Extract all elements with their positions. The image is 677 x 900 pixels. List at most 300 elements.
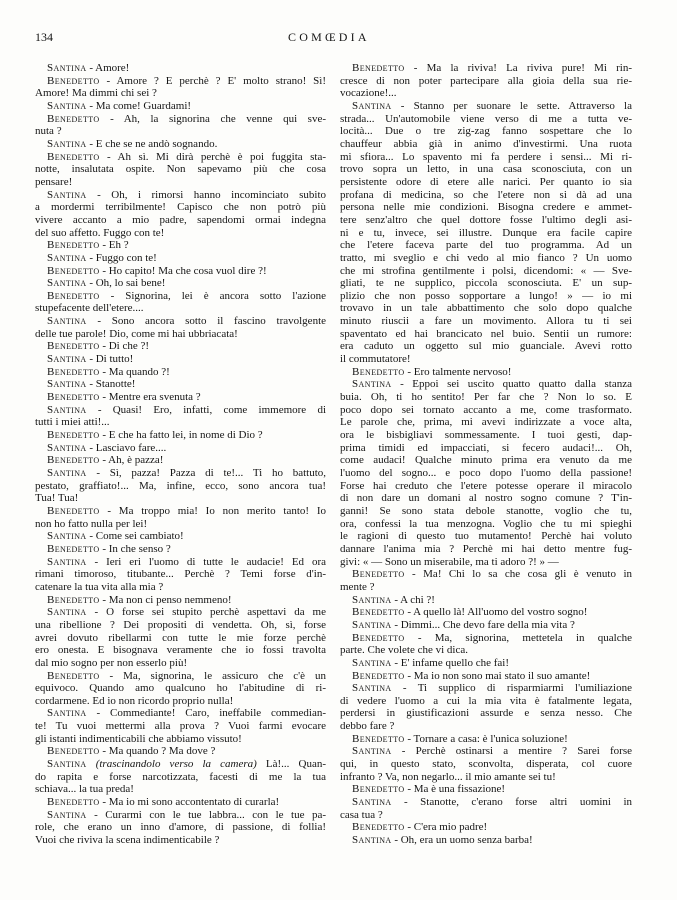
line-text: cresce di non poter partecipare alla gioia della sua rie-: [340, 74, 632, 87]
dialogue-line: [340, 277, 632, 290]
speaker-name: Santina: [352, 656, 392, 669]
line-text: mente ?: [340, 580, 375, 593]
speaker-name: Santina: [47, 99, 87, 112]
line-text: - Eppoi sei uscito quatto quatto dalla stanza: [400, 378, 632, 391]
speaker-name: Benedetto: [47, 593, 100, 606]
dialogue-line: [340, 416, 632, 429]
line-text: - Quasi! Ero, infatti, come immemore di: [97, 403, 326, 416]
line-text: - Ho capito! Ma che cosa vuol dire ?!: [102, 264, 267, 277]
dialogue-line: [340, 530, 632, 543]
line-text: vocazione!...: [340, 87, 397, 100]
dialogue-line: [340, 492, 632, 505]
speaker-name: Santina: [47, 315, 87, 328]
dialogue-line: [35, 632, 326, 645]
line-text: - Tornare a casa: è l'unica soluzione!: [407, 732, 568, 745]
line-text: - E' infame quello che fai!: [394, 656, 510, 669]
line-text: Vuoi che riviva la scena indimenticabile ?: [35, 834, 220, 847]
speaker-name: Benedetto: [47, 669, 100, 682]
dialogue-line: [340, 315, 632, 328]
line-text: - Mentre era svenuta ?: [102, 391, 201, 404]
dialogue-line: [340, 87, 632, 100]
dialogue-line: [340, 75, 632, 88]
line-text: - A chi ?!: [394, 593, 435, 606]
line-text: - Stanotte, c'erano forse altri uomini in: [404, 796, 633, 809]
speaker-name: Santina: [47, 137, 87, 150]
dialogue-line: [340, 543, 632, 556]
dialogue-line: [340, 290, 632, 303]
line-text: ero onesta. E bisognava veramente che io fossi travolta: [35, 644, 326, 657]
speaker-name: Benedetto: [47, 340, 100, 353]
dialogue-line: [35, 265, 326, 278]
dialogue-line: [35, 707, 326, 720]
speaker-name: Benedetto: [47, 391, 100, 404]
dialogue-line: [340, 252, 632, 265]
speaker-name: Santina: [47, 808, 87, 821]
dialogue-line: [35, 315, 326, 328]
speaker-name: Santina: [47, 277, 87, 290]
line-text: strada... Un'automobile viene verso di me a tutta ve-: [340, 112, 632, 125]
line-text: le ragioni di questo tuo mutamento! Perchè hai voluto: [340, 530, 632, 543]
speaker-name: Santina: [47, 353, 87, 366]
speaker-name: Santina: [352, 618, 392, 631]
dialogue-line: [35, 530, 326, 543]
line-text: mi sfiora... Lo spavento mi fa perdere i sensi... Mi ri-: [340, 150, 632, 163]
line-text: pensare!: [35, 175, 73, 188]
dialogue-line: [340, 442, 632, 455]
dialogue-line: [340, 151, 632, 164]
dialogue-line: [340, 758, 632, 771]
speaker-name: Benedetto: [352, 631, 405, 644]
line-text: chauffeur abbia già in animo d'investirmi. Una ruota: [340, 137, 632, 150]
dialogue-line: [340, 138, 632, 151]
dialogue-line: [340, 125, 632, 138]
dialogue-line: [340, 505, 632, 518]
line-text: - Ti supplico di risparmiarmi l'umiliazione: [402, 682, 632, 695]
line-text: trovo sopra un letto, in una casa sconosciuta, con un: [340, 163, 632, 176]
line-text: - Di tutto!: [89, 353, 134, 366]
dialogue-line: [35, 100, 326, 113]
dialogue-line: [340, 632, 632, 645]
speaker-name: Benedetto: [352, 783, 405, 796]
dialogue-line: [35, 277, 326, 290]
speaker-name: Santina: [47, 62, 87, 74]
speaker-name: Benedetto: [352, 669, 405, 682]
line-text: di non dare un domani al nostro sogno comune ? T'in-: [340, 492, 632, 505]
dialogue-line: [340, 707, 632, 720]
line-text: - Ma io mi sono accontentato di curarla!: [102, 796, 280, 809]
line-text: catenare la tua vita alla mia ?: [35, 580, 164, 593]
dialogue-line: [35, 644, 326, 657]
dialogue-line: [35, 252, 326, 265]
line-text: una ribellione ? Dei propositi di vendetta. Oh, sì, forse: [35, 618, 326, 631]
dialogue-line: [35, 302, 326, 315]
line-text: come audaci! Qualche minuto prima era venuto da me: [340, 454, 632, 467]
dialogue-line: [340, 834, 632, 847]
speaker-name: Benedetto: [352, 821, 405, 834]
line-text: ora, confessi la tua menzogna. Voglio che tu mi spieghi: [340, 517, 632, 530]
dialogue-line: [340, 227, 632, 240]
dialogue-line: [35, 518, 326, 531]
dialogue-line: [35, 594, 326, 607]
dialogue-line: [340, 429, 632, 442]
journal-title: COMŒDIA: [288, 30, 370, 44]
line-text: role, che erano un inno d'amore, di passione, di follia!: [35, 821, 326, 834]
dialogue-line: [35, 809, 326, 822]
dialogue-line: [340, 657, 632, 670]
stage-direction: (trascinandolo verso la camera): [95, 758, 257, 771]
line-text: - Ma come! Guardami!: [89, 99, 192, 112]
dialogue-line: [35, 353, 326, 366]
dialogue-line: [340, 404, 632, 417]
dialogue-line: [35, 758, 326, 771]
dialogue-line: [340, 353, 632, 366]
dialogue-line: [340, 378, 632, 391]
dialogue-line: [340, 733, 632, 746]
line-text: del suo affetto. Fuggo con te!: [35, 226, 165, 239]
speaker-name: Benedetto: [47, 365, 100, 378]
speaker-name: Santina: [47, 378, 87, 391]
line-text: - E che ha fatto lei, in nome di Dio ?: [102, 429, 263, 442]
line-text: - Amore ? E perchè ? E' molto strano! Sì!: [106, 74, 327, 87]
dialogue-line: [35, 340, 326, 353]
dialogue-line: [35, 467, 326, 480]
line-text: debbo fare ?: [340, 720, 395, 733]
speaker-name: Benedetto: [47, 112, 100, 125]
line-text: - Fuggo con te!: [89, 251, 157, 264]
line-text: - Oh, lo sai bene!: [89, 277, 166, 290]
line-text: - Ieri eri l'uomo di tutte le audacie! Ed ora: [94, 555, 327, 568]
line-text: - Ma la riviva! La riviva pure! Mi rin-: [413, 62, 632, 74]
dialogue-line: [340, 366, 632, 379]
line-text: - Ero talmente nervoso!: [407, 365, 512, 378]
line-text: ni e tu, invece, sei illustre. Dunque era facile capire: [340, 226, 632, 239]
line-text: delle tue parole! Dio, come mi hai ubbriacata!: [35, 327, 238, 340]
dialogue-line: [340, 302, 632, 315]
dialogue-line: [35, 619, 326, 632]
dialogue-line: [35, 113, 326, 126]
speaker-name: Santina: [47, 606, 87, 619]
dialogue-line: [340, 100, 632, 113]
dialogue-line: [35, 581, 326, 594]
speaker-name: Santina: [47, 188, 87, 201]
speaker-name: Benedetto: [47, 454, 100, 467]
dialogue-line: [340, 340, 632, 353]
speaker-name: Benedetto: [352, 732, 405, 745]
dialogue-line: [340, 239, 632, 252]
line-text: - Stanotte!: [89, 378, 136, 391]
dialogue-line: [35, 87, 326, 100]
dialogue-line: [35, 606, 326, 619]
line-text: - Sì, pazza! Pazza di te!... Ti ho battuto,: [96, 467, 326, 479]
line-text: dannare l'anima mia ? Perchè mi hai detto mentre fug-: [340, 542, 632, 555]
line-text: trovavo in un tale abbattimento che solo dopo qualche: [340, 302, 632, 315]
line-text: cordarmene. Ed io non ricordo proprio nulla!: [35, 694, 234, 707]
line-text: persona nelle mie condizioni. Bisogna credere e ammet-: [340, 201, 632, 214]
line-text: equivoco. Quando amo qualcuno ho l'abitudine di ri-: [35, 682, 326, 695]
line-text: il commutatore!: [340, 353, 411, 366]
dialogue-line: [35, 657, 326, 670]
speaker-name: Santina: [352, 834, 392, 847]
line-text: - Ma non ci penso nemmeno!: [102, 593, 232, 606]
dialogue-line: [340, 809, 632, 822]
dialogue-line: [340, 783, 632, 796]
dialogue-line: [340, 265, 632, 278]
speaker-name: Santina: [47, 441, 87, 454]
speaker-name: Benedetto: [47, 504, 100, 517]
dialogue-line: [35, 695, 326, 708]
dialogue-line: [35, 796, 326, 809]
speaker-name: Santina: [352, 99, 392, 112]
dialogue-line: [35, 75, 326, 88]
line-text: - Ma, signorina, mettetela in qualche: [417, 631, 632, 644]
speaker-name: Benedetto: [47, 74, 100, 87]
line-text: vivere accanto a mio padre, sapendomi ormai indegna: [35, 213, 326, 226]
speaker-name: Benedetto: [47, 796, 100, 809]
speaker-name: Benedetto: [352, 606, 405, 619]
dialogue-line: [35, 505, 326, 518]
speaker-name: Santina: [352, 378, 392, 391]
line-text: do rapita e forse narcotizzata, facesti di me la tua: [35, 770, 326, 783]
dialogue-line: [340, 568, 632, 581]
dialogue-line: [340, 594, 632, 607]
line-text: casa tua ?: [340, 808, 383, 821]
line-text: - Dimmi... Che devo fare della mia vita ?: [394, 618, 575, 631]
line-text: infranto ? Va, non negarlo... il mio amante sei tu!: [340, 770, 556, 783]
dialogue-line: [35, 290, 326, 303]
line-text: buia. Oh, ti ho sentito! Per far che ? Non lo so. E: [340, 391, 632, 404]
line-text: - Ma, signorina, le assicuro che c'è un: [109, 669, 327, 682]
line-text: era caduto un oggetto sul mio guanciale. Avevi rotto: [340, 340, 632, 353]
dialogue-line: [340, 796, 632, 809]
dialogue-line: [35, 176, 326, 189]
line-text: minuto riuscii a fare un movimento. Allora tu ti sei: [340, 315, 632, 328]
line-text: che l'etere faceva parte del tuo programma. Ad un: [340, 239, 632, 252]
line-text: gliati, te ne supplico, piccola sconosciuta. E' un sup-: [340, 277, 632, 290]
line-text: ora le bisbigliavi sommessamente. I tuoi gesti, dap-: [340, 429, 632, 442]
dialogue-line: [35, 138, 326, 151]
dialogue-line: [35, 201, 326, 214]
line-text: prima timidi ed impacciati, si fecero audaci!... Oh,: [340, 441, 632, 454]
line-text: l'uomo del sogno... e poco dopo l'uomo della passione!: [340, 467, 632, 479]
line-text: stupefacente dell'etere....: [35, 302, 144, 315]
dialogue-line: [35, 378, 326, 391]
line-text: ganni! Se sono stata debole stanotte, voglio che tu,: [340, 504, 632, 517]
dialogue-line: [35, 720, 326, 733]
dialogue-line: [35, 480, 326, 493]
speaker-name: Benedetto: [352, 568, 405, 581]
line-text: - Stanno per suonare le sette. Attraverso la: [400, 99, 632, 112]
speaker-name: Santina: [47, 251, 87, 264]
dialogue-line: [340, 581, 632, 594]
line-text: te! Tu vuoi mettermi alla prova ? Vuoi farmi evocare: [35, 720, 326, 733]
speaker-name: Benedetto: [352, 365, 405, 378]
dialogue-line: [340, 644, 632, 657]
speaker-name: Benedetto: [47, 150, 100, 163]
dialogue-line: [35, 62, 326, 75]
speaker-name: Benedetto: [47, 239, 100, 252]
dialogue-line: [340, 619, 632, 632]
line-text: qui, in questo stato, sconvolta, disperata, col cuore: [340, 758, 632, 771]
dialogue-line: [35, 670, 326, 683]
line-text: - Lasciavo fare....: [89, 441, 167, 454]
dialogue-line: [35, 745, 326, 758]
dialogue-line: [340, 606, 632, 619]
speaker-name: Santina: [47, 758, 87, 771]
dialogue-line: [35, 834, 326, 847]
dialogue-line: [35, 771, 326, 784]
speaker-name: Benedetto: [47, 264, 100, 277]
dialogue-line: [35, 214, 326, 227]
dialogue-line: [340, 556, 632, 569]
line-text: - Ma troppo mia! Io non merito tanto! Io: [107, 504, 326, 517]
page-number: 134: [35, 30, 53, 44]
line-text: locità... Due o tre zig-zag fanno sospettare che lo: [340, 125, 632, 138]
speaker-name: Santina: [47, 707, 87, 720]
line-text: tutti i miei atti!...: [35, 416, 110, 429]
line-text: tere senz'altro che quel dottore fosse l'ultimo degli asi-: [340, 213, 632, 226]
dialogue-line: [340, 518, 632, 531]
line-text: dal mio sogno per non esserlo più!: [35, 656, 188, 669]
speaker-name: Santina: [352, 593, 392, 606]
line-text: che mi strofina gentilmente i polsi, dicendomi: « — Sve-: [340, 264, 632, 277]
dialogue-line: [35, 239, 326, 252]
line-text: rimani timoroso, titubante... Perchè ? Temi forse d'in-: [35, 568, 326, 581]
line-text: non ho fatto nulla per lei!: [35, 517, 148, 530]
line-text: - In che senso ?: [102, 542, 171, 555]
dialogue-line: [340, 328, 632, 341]
speaker-name: Santina: [352, 796, 392, 809]
line-text: perdersi in giustificazioni assurde e senza nesso. Che: [340, 707, 632, 720]
line-text: - Curarmi con le tue labbra... con le tue pa-: [94, 808, 326, 821]
dialogue-line: [340, 189, 632, 202]
line-text: a mordermi terribilmente! Capisco che non potrò più: [35, 201, 326, 214]
dialogue-line: [340, 176, 632, 189]
dialogue-line: [340, 201, 632, 214]
dialogue-line: [35, 429, 326, 442]
dialogue-line: [35, 543, 326, 556]
line-text: persistente odore di etere alle narici. Per quanto io sia: [340, 175, 632, 188]
line-text: Le parole che, prima, mi avevi indirizzate a voce alta,: [340, 416, 632, 429]
line-text: nuta ?: [35, 125, 62, 138]
line-text: - Di che ?!: [102, 340, 150, 353]
dialogue-line: [340, 467, 632, 480]
line-text: poco dopo sei tornato accanto a me, come trasformato.: [340, 403, 632, 416]
line-text: - Ma quando ?!: [102, 365, 170, 378]
line-text: plizio che non posso sopportare a lungo! » — io mi: [340, 289, 632, 302]
dialogue-line: [35, 404, 326, 417]
line-text: - Ah, la signorina che venne qui sve-: [110, 112, 327, 125]
line-text: - Ma io non sono mai stato il suo amante!: [407, 669, 591, 682]
line-text: - Eh ?: [102, 239, 129, 252]
line-text: di vedere l'uomo a cui la mia vita è fatalmente legata,: [340, 694, 632, 707]
dialogue-line: [340, 62, 632, 75]
line-text: gli istanti indimenticabili che abbiamo vissuto!: [35, 732, 242, 745]
right-text-column: [340, 62, 632, 847]
line-text: Forse hai creduto che l'etere potesse operare il miracolo: [340, 479, 632, 492]
line-text: - Ah, è pazza!: [102, 454, 164, 467]
dialogue-line: [35, 328, 326, 341]
line-text: - Sono ancora sotto il fascino travolgente: [97, 315, 327, 328]
dialogue-line: [35, 227, 326, 240]
dialogue-line: [340, 720, 632, 733]
line-text: profana di medicina, so che l'etere non si dà ad una: [340, 188, 632, 201]
line-text: givi: « — Sono un miserabile, ma ti adoro ?! » —: [340, 555, 559, 568]
speaker-name: Santina: [47, 403, 87, 416]
dialogue-line: [35, 783, 326, 796]
left-text-column: [35, 62, 326, 847]
line-text: - C'era mio padre!: [407, 821, 488, 834]
dialogue-line: [340, 771, 632, 784]
dialogue-line: [340, 391, 632, 404]
line-text: - Ma! Chi lo sa che cosa gli è venuto in: [412, 568, 633, 581]
speaker-name: Santina: [47, 555, 87, 568]
dialogue-line: [35, 189, 326, 202]
line-text: spaventato ed hai brancicato nel buio. Sentii un rumore:: [340, 327, 632, 340]
dialogue-line: [35, 151, 326, 164]
line-text: - Oh, era un uomo senza barba!: [394, 834, 533, 847]
dialogue-line: [35, 454, 326, 467]
dialogue-line: [340, 454, 632, 467]
speaker-name: Benedetto: [47, 429, 100, 442]
line-text: Là!... Quan-: [265, 758, 327, 771]
line-text: notte, insalutata ospite. Non sapevamo più che cosa: [35, 163, 326, 176]
speaker-name: Benedetto: [47, 289, 100, 302]
dialogue-line: [340, 821, 632, 834]
dialogue-line: [35, 821, 326, 834]
line-text: - Ma è una fissazione!: [407, 783, 506, 796]
line-text: parte. Che volete che vi dica.: [340, 644, 468, 657]
line-text: - Signorina, lei è ancora sotto l'azione: [110, 289, 327, 302]
line-text: - Amore!: [89, 62, 130, 74]
dialogue-line: [340, 670, 632, 683]
speaker-name: Santina: [47, 530, 87, 543]
dialogue-line: [340, 480, 632, 493]
line-text: - Commediante! Caro, ineffabile commedian-: [96, 707, 327, 720]
line-text: Tua! Tua!: [35, 492, 79, 505]
dialogue-line: [340, 745, 632, 758]
dialogue-line: [35, 442, 326, 455]
line-text: - Ah sì. Mi dirà perchè è poi fuggita sta-: [107, 150, 326, 163]
speaker-name: Santina: [352, 745, 392, 758]
dialogue-line: [35, 733, 326, 746]
speaker-name: Benedetto: [352, 62, 405, 74]
dialogue-line: [340, 214, 632, 227]
dialogue-line: [340, 113, 632, 126]
dialogue-line: [35, 682, 326, 695]
dialogue-line: [35, 492, 326, 505]
line-text: - A quello là! All'uomo del vostro sogno!: [407, 606, 588, 619]
dialogue-line: [35, 391, 326, 404]
speaker-name: Benedetto: [47, 542, 100, 555]
line-text: - Perchè ostinarsi a mentire ? Sarei forse: [401, 745, 632, 758]
dialogue-line: [35, 366, 326, 379]
line-text: avrei dovuto ribellarmi con tutte le mie forze perchè: [35, 631, 326, 644]
line-text: - O forse sei stupito perchè aspettavi da me: [94, 606, 326, 619]
speaker-name: Santina: [352, 682, 392, 695]
line-text: schiava... la tua preda!: [35, 783, 134, 796]
speaker-name: Benedetto: [47, 745, 100, 758]
dialogue-line: [35, 556, 326, 569]
speaker-name: Santina: [47, 467, 87, 479]
dialogue-line: [340, 163, 632, 176]
line-text: - Come sei cambiato!: [89, 530, 184, 543]
line-text: tratto, mi sveglio e chi vedo al mio fianco ? Un uomo: [340, 251, 632, 264]
line-text: pestato, graffiato!... Ma, infine, ecco, sono ancora tua!: [35, 479, 326, 492]
line-text: Amore! Ma dimmi chi sei ?: [35, 87, 157, 100]
dialogue-line: [35, 416, 326, 429]
dialogue-line: [35, 125, 326, 138]
dialogue-line: [35, 568, 326, 581]
